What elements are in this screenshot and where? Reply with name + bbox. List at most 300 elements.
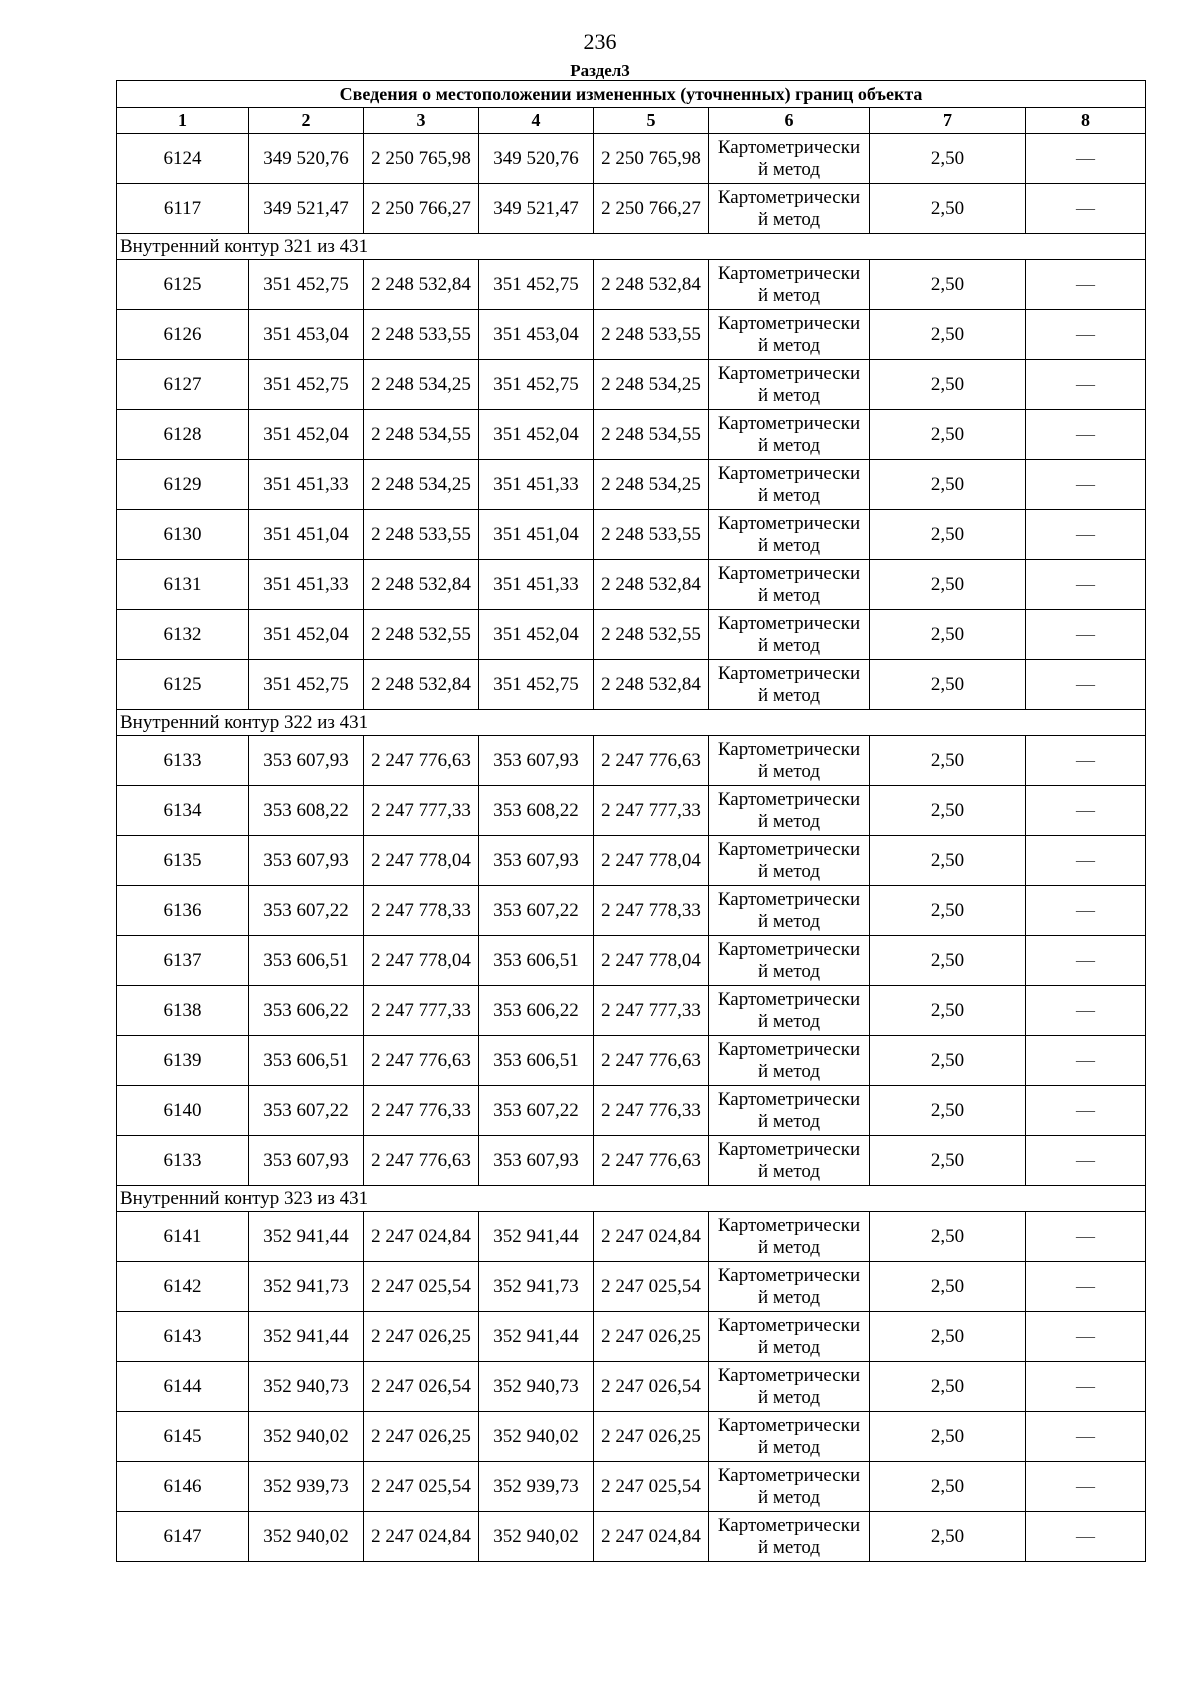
description-cell: —	[1026, 1312, 1146, 1362]
y-old-cell: 2 247 026,54	[364, 1362, 479, 1412]
point-number-cell: 6130	[117, 510, 249, 560]
method-cell	[709, 1362, 870, 1412]
method-line: Картометрически	[717, 1214, 861, 1236]
accuracy-cell: 2,50	[870, 1086, 1026, 1136]
y-new-cell: 2 247 026,25	[594, 1312, 709, 1362]
method-line: й метод	[757, 534, 821, 556]
x-old-cell: 353 606,22	[249, 986, 364, 1036]
method-cell	[709, 260, 870, 310]
y-old-cell: 2 247 024,84	[364, 1212, 479, 1262]
description-cell: —	[1026, 1136, 1146, 1186]
accuracy-cell: 2,50	[870, 1512, 1026, 1562]
y-new-cell: 2 247 026,54	[594, 1362, 709, 1412]
method-cell	[709, 660, 870, 710]
method-line: Картометрически	[717, 1414, 861, 1436]
y-old-cell: 2 247 778,04	[364, 936, 479, 986]
method-line: й метод	[757, 960, 821, 982]
x-new-cell: 352 940,02	[479, 1512, 594, 1562]
method-line: Картометрически	[717, 788, 861, 810]
point-number-cell: 6140	[117, 1086, 249, 1136]
method-line: й метод	[757, 760, 821, 782]
x-new-cell: 353 606,51	[479, 1036, 594, 1086]
method-cell	[709, 184, 870, 234]
y-old-cell: 2 247 776,63	[364, 1036, 479, 1086]
y-old-cell: 2 247 777,33	[364, 786, 479, 836]
x-old-cell: 351 453,04	[249, 310, 364, 360]
point-number-cell: 6144	[117, 1362, 249, 1412]
point-number-cell: 6132	[117, 610, 249, 660]
method-line: й метод	[757, 1010, 821, 1032]
y-old-cell: 2 247 776,63	[364, 736, 479, 786]
table-row	[117, 1136, 1146, 1186]
method-cell	[709, 836, 870, 886]
point-number-cell: 6127	[117, 360, 249, 410]
x-new-cell: 351 451,04	[479, 510, 594, 560]
table-row	[117, 184, 1146, 234]
column-header: 5	[594, 108, 709, 134]
method-line: Картометрически	[717, 738, 861, 760]
table-row	[117, 936, 1146, 986]
y-new-cell: 2 248 534,25	[594, 360, 709, 410]
y-new-cell: 2 248 534,25	[594, 460, 709, 510]
method-line: й метод	[757, 860, 821, 882]
column-header: 8	[1026, 108, 1146, 134]
y-new-cell: 2 247 778,04	[594, 836, 709, 886]
method-line: Картометрически	[717, 136, 861, 158]
x-new-cell: 351 452,75	[479, 260, 594, 310]
method-cell	[709, 460, 870, 510]
y-new-cell: 2 247 025,54	[594, 1462, 709, 1512]
point-number-cell: 6137	[117, 936, 249, 986]
accuracy-cell: 2,50	[870, 610, 1026, 660]
column-header: 1	[117, 108, 249, 134]
y-new-cell: 2 247 025,54	[594, 1262, 709, 1312]
method-line: Картометрически	[717, 512, 861, 534]
method-cell	[709, 310, 870, 360]
y-old-cell: 2 247 025,54	[364, 1462, 479, 1512]
accuracy-cell: 2,50	[870, 360, 1026, 410]
accuracy-cell: 2,50	[870, 1412, 1026, 1462]
description-cell: —	[1026, 1462, 1146, 1512]
method-cell	[709, 1412, 870, 1462]
point-number-cell: 6131	[117, 560, 249, 610]
description-cell: —	[1026, 936, 1146, 986]
table-row	[117, 134, 1146, 184]
description-cell: —	[1026, 1412, 1146, 1462]
description-cell: —	[1026, 1262, 1146, 1312]
description-cell: —	[1026, 886, 1146, 936]
y-old-cell: 2 247 778,04	[364, 836, 479, 886]
point-number-cell: 6145	[117, 1412, 249, 1462]
method-line: й метод	[757, 158, 821, 180]
table-body	[117, 81, 1146, 1562]
contour-label: Внутренний контур 321 из 431	[117, 234, 1146, 260]
table-row	[117, 660, 1146, 710]
x-new-cell: 353 607,93	[479, 836, 594, 886]
table-row	[117, 1462, 1146, 1512]
x-new-cell: 352 941,44	[479, 1212, 594, 1262]
accuracy-cell: 2,50	[870, 1262, 1026, 1312]
method-line: й метод	[757, 1160, 821, 1182]
table-row	[117, 560, 1146, 610]
table-row	[117, 986, 1146, 1036]
y-new-cell: 2 247 776,63	[594, 1136, 709, 1186]
description-cell: —	[1026, 1512, 1146, 1562]
x-old-cell: 352 940,02	[249, 1512, 364, 1562]
point-number-cell: 6141	[117, 1212, 249, 1262]
table-row	[117, 1086, 1146, 1136]
description-cell: —	[1026, 310, 1146, 360]
y-old-cell: 2 247 024,84	[364, 1512, 479, 1562]
y-new-cell: 2 248 532,55	[594, 610, 709, 660]
point-number-cell: 6143	[117, 1312, 249, 1362]
contour-label: Внутренний контур 322 из 431	[117, 710, 1146, 736]
y-new-cell: 2 247 777,33	[594, 986, 709, 1036]
method-line: й метод	[757, 910, 821, 932]
method-line: Картометрически	[717, 1264, 861, 1286]
method-line: Картометрически	[717, 662, 861, 684]
table-caption-row	[117, 81, 1146, 108]
column-header: 2	[249, 108, 364, 134]
y-new-cell: 2 247 024,84	[594, 1512, 709, 1562]
x-old-cell: 351 451,33	[249, 560, 364, 610]
method-line: Картометрически	[717, 1314, 861, 1336]
table-row	[117, 1412, 1146, 1462]
table-row	[117, 1512, 1146, 1562]
method-line: й метод	[757, 1536, 821, 1558]
method-line: й метод	[757, 334, 821, 356]
accuracy-cell: 2,50	[870, 986, 1026, 1036]
y-new-cell: 2 248 533,55	[594, 510, 709, 560]
method-line: Картометрически	[717, 562, 861, 584]
y-old-cell: 2 247 776,63	[364, 1136, 479, 1186]
x-old-cell: 353 607,93	[249, 836, 364, 886]
table-row	[117, 510, 1146, 560]
accuracy-cell: 2,50	[870, 184, 1026, 234]
y-new-cell: 2 247 026,25	[594, 1412, 709, 1462]
description-cell: —	[1026, 836, 1146, 886]
description-cell: —	[1026, 736, 1146, 786]
column-header: 3	[364, 108, 479, 134]
contour-row	[117, 1186, 1146, 1212]
x-old-cell: 353 607,93	[249, 736, 364, 786]
point-number-cell: 6138	[117, 986, 249, 1036]
table-row	[117, 886, 1146, 936]
method-line: Картометрически	[717, 312, 861, 334]
method-line: й метод	[757, 1110, 821, 1132]
table-row	[117, 786, 1146, 836]
x-new-cell: 351 452,04	[479, 610, 594, 660]
description-cell: —	[1026, 360, 1146, 410]
accuracy-cell: 2,50	[870, 1136, 1026, 1186]
method-line: й метод	[757, 1236, 821, 1258]
method-cell	[709, 986, 870, 1036]
y-old-cell: 2 248 533,55	[364, 510, 479, 560]
x-old-cell: 351 452,75	[249, 660, 364, 710]
x-old-cell: 352 940,73	[249, 1362, 364, 1412]
x-old-cell: 351 452,04	[249, 610, 364, 660]
column-header: 7	[870, 108, 1026, 134]
table-header-row	[117, 108, 1146, 134]
y-new-cell: 2 248 532,84	[594, 260, 709, 310]
method-cell	[709, 1212, 870, 1262]
method-line: Картометрически	[717, 1138, 861, 1160]
method-line: Картометрически	[717, 186, 861, 208]
method-line: й метод	[757, 384, 821, 406]
accuracy-cell: 2,50	[870, 460, 1026, 510]
description-cell: —	[1026, 460, 1146, 510]
y-old-cell: 2 248 534,25	[364, 460, 479, 510]
y-new-cell: 2 250 766,27	[594, 184, 709, 234]
method-cell	[709, 134, 870, 184]
method-line: й метод	[757, 434, 821, 456]
description-cell: —	[1026, 786, 1146, 836]
point-number-cell: 6124	[117, 134, 249, 184]
table-row	[117, 1262, 1146, 1312]
method-line: Картометрически	[717, 1514, 861, 1536]
y-new-cell: 2 247 776,33	[594, 1086, 709, 1136]
description-cell: —	[1026, 1036, 1146, 1086]
description-cell: —	[1026, 510, 1146, 560]
accuracy-cell: 2,50	[870, 510, 1026, 560]
point-number-cell: 6125	[117, 260, 249, 310]
method-line: й метод	[757, 284, 821, 306]
y-old-cell: 2 247 026,25	[364, 1312, 479, 1362]
method-cell	[709, 1512, 870, 1562]
page-number: 236	[583, 29, 617, 54]
accuracy-cell: 2,50	[870, 260, 1026, 310]
x-new-cell: 352 940,73	[479, 1362, 594, 1412]
table-row	[117, 360, 1146, 410]
x-old-cell: 352 940,02	[249, 1412, 364, 1462]
y-new-cell: 2 247 024,84	[594, 1212, 709, 1262]
x-new-cell: 351 451,33	[479, 560, 594, 610]
x-new-cell: 353 606,22	[479, 986, 594, 1036]
x-new-cell: 349 520,76	[479, 134, 594, 184]
method-line: й метод	[757, 1286, 821, 1308]
x-old-cell: 352 941,44	[249, 1312, 364, 1362]
method-line: Картометрически	[717, 612, 861, 634]
method-line: Картометрически	[717, 1464, 861, 1486]
table-row	[117, 736, 1146, 786]
y-old-cell: 2 248 532,55	[364, 610, 479, 660]
table-row	[117, 1312, 1146, 1362]
table-row	[117, 1362, 1146, 1412]
description-cell: —	[1026, 410, 1146, 460]
x-new-cell: 353 607,22	[479, 1086, 594, 1136]
point-number-cell: 6142	[117, 1262, 249, 1312]
point-number-cell: 6139	[117, 1036, 249, 1086]
x-old-cell: 353 607,22	[249, 1086, 364, 1136]
method-line: й метод	[757, 584, 821, 606]
method-cell	[709, 1462, 870, 1512]
coordinates-table	[116, 80, 1146, 1562]
x-old-cell: 353 606,51	[249, 936, 364, 986]
method-line: Картометрически	[717, 988, 861, 1010]
x-old-cell: 351 452,04	[249, 410, 364, 460]
point-number-cell: 6133	[117, 736, 249, 786]
y-new-cell: 2 248 532,84	[594, 560, 709, 610]
description-cell: —	[1026, 184, 1146, 234]
method-line: й метод	[757, 1386, 821, 1408]
x-old-cell: 353 606,51	[249, 1036, 364, 1086]
y-old-cell: 2 248 534,25	[364, 360, 479, 410]
accuracy-cell: 2,50	[870, 1362, 1026, 1412]
y-old-cell: 2 248 534,55	[364, 410, 479, 460]
method-line: й метод	[757, 684, 821, 706]
accuracy-cell: 2,50	[870, 1312, 1026, 1362]
x-new-cell: 351 452,04	[479, 410, 594, 460]
method-line: й метод	[757, 484, 821, 506]
method-cell	[709, 1312, 870, 1362]
y-old-cell: 2 250 765,98	[364, 134, 479, 184]
y-old-cell: 2 250 766,27	[364, 184, 479, 234]
accuracy-cell: 2,50	[870, 410, 1026, 460]
accuracy-cell: 2,50	[870, 736, 1026, 786]
x-new-cell: 352 940,02	[479, 1412, 594, 1462]
accuracy-cell: 2,50	[870, 786, 1026, 836]
method-line: й метод	[757, 634, 821, 656]
y-new-cell: 2 250 765,98	[594, 134, 709, 184]
section-title: Раздел3	[570, 61, 630, 80]
y-old-cell: 2 248 532,84	[364, 560, 479, 610]
method-cell	[709, 736, 870, 786]
x-old-cell: 351 451,04	[249, 510, 364, 560]
point-number-cell: 6128	[117, 410, 249, 460]
method-cell	[709, 610, 870, 660]
method-line: й метод	[757, 1336, 821, 1358]
x-new-cell: 352 941,44	[479, 1312, 594, 1362]
y-new-cell: 2 247 776,63	[594, 736, 709, 786]
x-new-cell: 352 939,73	[479, 1462, 594, 1512]
method-cell	[709, 1036, 870, 1086]
y-old-cell: 2 247 025,54	[364, 1262, 479, 1312]
x-new-cell: 353 607,22	[479, 886, 594, 936]
table-row	[117, 260, 1146, 310]
x-old-cell: 351 452,75	[249, 360, 364, 410]
x-old-cell: 349 521,47	[249, 184, 364, 234]
method-cell	[709, 510, 870, 560]
y-old-cell: 2 247 776,33	[364, 1086, 479, 1136]
x-new-cell: 353 608,22	[479, 786, 594, 836]
x-old-cell: 349 520,76	[249, 134, 364, 184]
x-new-cell: 351 452,75	[479, 660, 594, 710]
contour-row	[117, 710, 1146, 736]
x-new-cell: 349 521,47	[479, 184, 594, 234]
table-row	[117, 1036, 1146, 1086]
y-new-cell: 2 247 777,33	[594, 786, 709, 836]
accuracy-cell: 2,50	[870, 1462, 1026, 1512]
point-number-cell: 6117	[117, 184, 249, 234]
method-line: й метод	[757, 1060, 821, 1082]
method-cell	[709, 886, 870, 936]
description-cell: —	[1026, 560, 1146, 610]
method-cell	[709, 1086, 870, 1136]
table-row	[117, 836, 1146, 886]
y-new-cell: 2 247 776,63	[594, 1036, 709, 1086]
accuracy-cell: 2,50	[870, 886, 1026, 936]
table-caption: Сведения о местоположении измененных (уточненных) границ объекта	[117, 81, 1146, 108]
point-number-cell: 6146	[117, 1462, 249, 1512]
table-row	[117, 460, 1146, 510]
description-cell: —	[1026, 134, 1146, 184]
y-old-cell: 2 248 532,84	[364, 260, 479, 310]
point-number-cell: 6133	[117, 1136, 249, 1186]
description-cell: —	[1026, 986, 1146, 1036]
description-cell: —	[1026, 1212, 1146, 1262]
x-old-cell: 352 941,73	[249, 1262, 364, 1312]
x-new-cell: 351 451,33	[479, 460, 594, 510]
y-old-cell: 2 248 533,55	[364, 310, 479, 360]
method-line: Картометрически	[717, 412, 861, 434]
x-old-cell: 352 941,44	[249, 1212, 364, 1262]
table-row	[117, 610, 1146, 660]
accuracy-cell: 2,50	[870, 1036, 1026, 1086]
method-cell	[709, 786, 870, 836]
y-new-cell: 2 247 778,33	[594, 886, 709, 936]
x-old-cell: 351 451,33	[249, 460, 364, 510]
point-number-cell: 6125	[117, 660, 249, 710]
description-cell: —	[1026, 1362, 1146, 1412]
y-old-cell: 2 248 532,84	[364, 660, 479, 710]
point-number-cell: 6135	[117, 836, 249, 886]
method-cell	[709, 936, 870, 986]
x-new-cell: 353 606,51	[479, 936, 594, 986]
accuracy-cell: 2,50	[870, 310, 1026, 360]
y-old-cell: 2 247 778,33	[364, 886, 479, 936]
y-old-cell: 2 247 777,33	[364, 986, 479, 1036]
description-cell: —	[1026, 1086, 1146, 1136]
method-line: Картометрически	[717, 1038, 861, 1060]
method-cell	[709, 560, 870, 610]
method-cell	[709, 1136, 870, 1186]
method-line: Картометрически	[717, 262, 861, 284]
method-line: Картометрически	[717, 1364, 861, 1386]
point-number-cell: 6147	[117, 1512, 249, 1562]
x-old-cell: 353 608,22	[249, 786, 364, 836]
method-line: Картометрически	[717, 838, 861, 860]
point-number-cell: 6129	[117, 460, 249, 510]
method-line: Картометрически	[717, 1088, 861, 1110]
accuracy-cell: 2,50	[870, 660, 1026, 710]
x-new-cell: 352 941,73	[479, 1262, 594, 1312]
y-new-cell: 2 248 533,55	[594, 310, 709, 360]
accuracy-cell: 2,50	[870, 936, 1026, 986]
accuracy-cell: 2,50	[870, 560, 1026, 610]
x-old-cell: 353 607,22	[249, 886, 364, 936]
contour-row	[117, 234, 1146, 260]
method-cell	[709, 410, 870, 460]
method-line: Картометрически	[717, 888, 861, 910]
column-header: 4	[479, 108, 594, 134]
method-line: й метод	[757, 208, 821, 230]
x-old-cell: 351 452,75	[249, 260, 364, 310]
method-line: Картометрически	[717, 462, 861, 484]
y-new-cell: 2 247 778,04	[594, 936, 709, 986]
description-cell: —	[1026, 660, 1146, 710]
x-new-cell: 353 607,93	[479, 736, 594, 786]
table-row	[117, 410, 1146, 460]
method-line: Картометрически	[717, 938, 861, 960]
table-row	[117, 310, 1146, 360]
contour-label: Внутренний контур 323 из 431	[117, 1186, 1146, 1212]
x-new-cell: 351 453,04	[479, 310, 594, 360]
x-new-cell: 351 452,75	[479, 360, 594, 410]
method-line: Картометрически	[717, 362, 861, 384]
method-line: й метод	[757, 1486, 821, 1508]
accuracy-cell: 2,50	[870, 134, 1026, 184]
y-new-cell: 2 248 532,84	[594, 660, 709, 710]
